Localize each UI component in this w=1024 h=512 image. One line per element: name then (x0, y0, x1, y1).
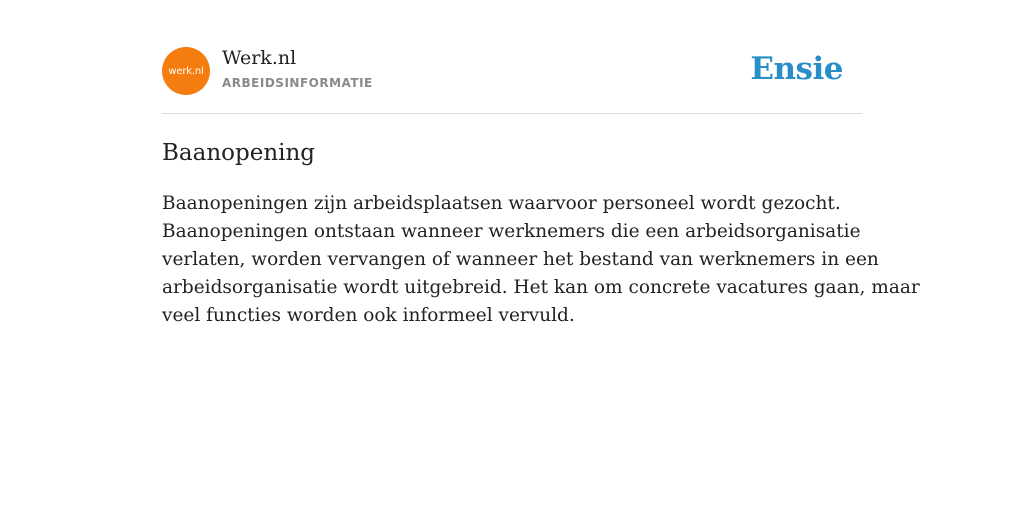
article-body-line: arbeidsorganisatie wordt uitgebreid. Het kan om concrete vacatures gaan, maar (162, 277, 920, 298)
article-body (162, 190, 920, 330)
site-logo-text: werk.nl (168, 65, 204, 77)
article-body-line: Baanopeningen zijn arbeidsplaatsen waarvoor personeel wordt gezocht. (162, 193, 841, 214)
site-subtitle: ARBEIDSINFORMATIE (222, 76, 373, 90)
site-name[interactable]: Werk.nl (222, 47, 297, 69)
article-body-line: Baanopeningen ontstaan wanneer werknemers die een arbeidsorganisatie (162, 221, 861, 242)
article-body-line: verlaten, worden vervangen of wanneer het bestand van werknemers in een (162, 249, 879, 270)
article-title: Baanopening (162, 140, 316, 166)
site-logo[interactable] (162, 47, 210, 95)
article-container (162, 0, 920, 326)
ensie-brand-link[interactable]: Ensie (750, 51, 843, 87)
article-body-line: veel functies worden ook informeel vervuld. (162, 305, 575, 326)
header (162, 0, 862, 114)
